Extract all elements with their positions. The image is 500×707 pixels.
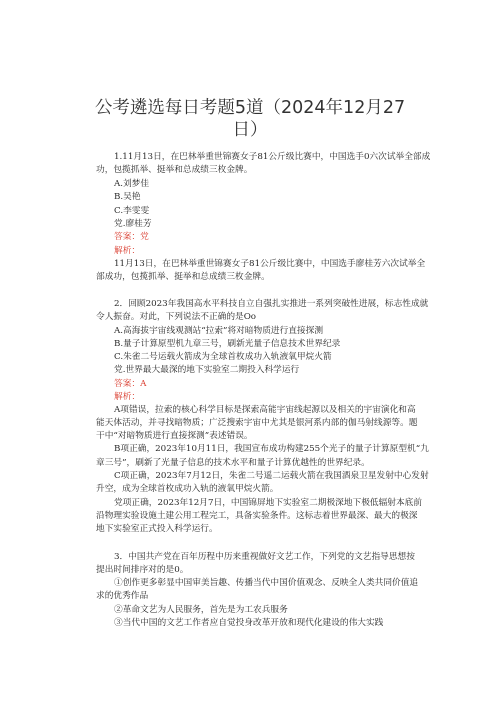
q3-option-3: ③当代中国的文艺工作者应自觉投身改革开放和现代化建设的伟大实践 (114, 618, 384, 628)
q2-analysis-a: A项错误，拉索的核心科学目标是探索高能宇宙线起源以及相关的宇宙演化和高 (114, 405, 416, 415)
q2-analysis-c-continued: 升空，成为全球首枚成功入轨的液氧甲烷火箭。 (96, 484, 279, 494)
q1-option-a: A.刘梦佳 (114, 179, 150, 189)
q2-stem: 2．回顾2023年我国高水平科技自立自强扎实推进一系列突破性进展，标志性成就 (114, 299, 429, 309)
q1-analysis-label: 解析： (114, 246, 141, 256)
q2-analysis-d-continued: 沿物理实验设施土建公用工程完工，具备实验条件。这标志着世界最深、最大的极深 (96, 511, 418, 521)
q1-option-b: B.吴艳 (114, 192, 141, 202)
q1-stem-continued: 功，包揽抓举、挺举和总成绩三枚金牌。 (96, 165, 253, 175)
q2-analysis-b: B项正确，2023年10月11日，我国宣布成功构建255个光子的量子计算原型机“九 (114, 444, 429, 454)
q2-option-c: C.朱雀二号运载火箭成为全球首枚成功入轨液氧甲烷火箭 (114, 352, 332, 362)
q3-option-2: ②革命文艺为人民服务，首先是为工农兵服务 (114, 605, 288, 615)
q2-option-d: 党.世界最大最深的地下实验室二期投入科学运行 (114, 365, 300, 375)
q1-analysis: 11月13日，在巴林举重世锦赛女子81公斤级比赛中，中国选手廖桂芳六次试举全 (114, 259, 426, 269)
q3-stem-continued: 提出时间排序对的是0。 (96, 565, 189, 575)
q3-option-1-continued: 求的优秀作品 (96, 591, 149, 601)
page-title: 公考遴选每日考题5道（2024年12月27 (94, 98, 406, 118)
q2-analysis-label: 解析： (114, 392, 141, 402)
page-title-continued: 日） (232, 120, 268, 140)
q2-analysis-a-end: 干中“对暗物质进行直接探测”表述错误。 (96, 431, 253, 441)
q2-analysis-d: 党项正确，2023年12月7日，中国锦屏地下实验室二期极深地下极低辐射本底前 (114, 498, 423, 508)
q3-option-1: ①创作更多彰显中国审美旨趣、传播当代中国价值观念、反映全人类共同价值追 (114, 578, 419, 588)
q1-option-d: 党.廖桂芳 (114, 219, 152, 229)
q2-analysis-d-end: 地下实验室正式投入科学运行。 (96, 524, 218, 534)
q1-stem: 1.11月13日，在巴林举重世锦赛女子81公斤级比赛中，中国选手0六次试举全部成 (114, 152, 431, 162)
q1-option-c: C.李雯雯 (114, 206, 150, 216)
q1-analysis-continued: 部成功，包揽抓举、挺举和总成绩三枚金牌。 (96, 272, 270, 282)
q3-stem: 3．中国共产党在百年历程中历来重视做好文艺工作，下列党的文艺指导思想按 (114, 552, 415, 562)
q2-option-a: A.高海拔宇宙线观测站“拉索”将对暗物质进行直接探测 (114, 326, 324, 336)
q2-answer: 答案：A (114, 379, 147, 389)
q2-analysis-a-continued: 能天体活动，并寻找暗物质；广泛搜索宇宙中尤其是银河系内部的伽马射线源等。题 (96, 418, 418, 428)
q1-answer: 答案：党 (114, 232, 149, 242)
q2-analysis-b-continued: 章三号”，刷新了光量子信息的技术水平和量子计算优越性的世界纪录。 (96, 458, 370, 468)
q2-stem-continued: 令人振奋。对此，下列说法不正确的是Oo (96, 312, 257, 322)
q2-analysis-c: C项正确，2023年7月12日，朱雀二号遥二运载火箭在我国酒泉卫星发射中心发射 (114, 471, 429, 481)
q2-option-b: B.量子计算原型机九章三号，刷新光量子信息技术世界纪录 (114, 339, 341, 349)
